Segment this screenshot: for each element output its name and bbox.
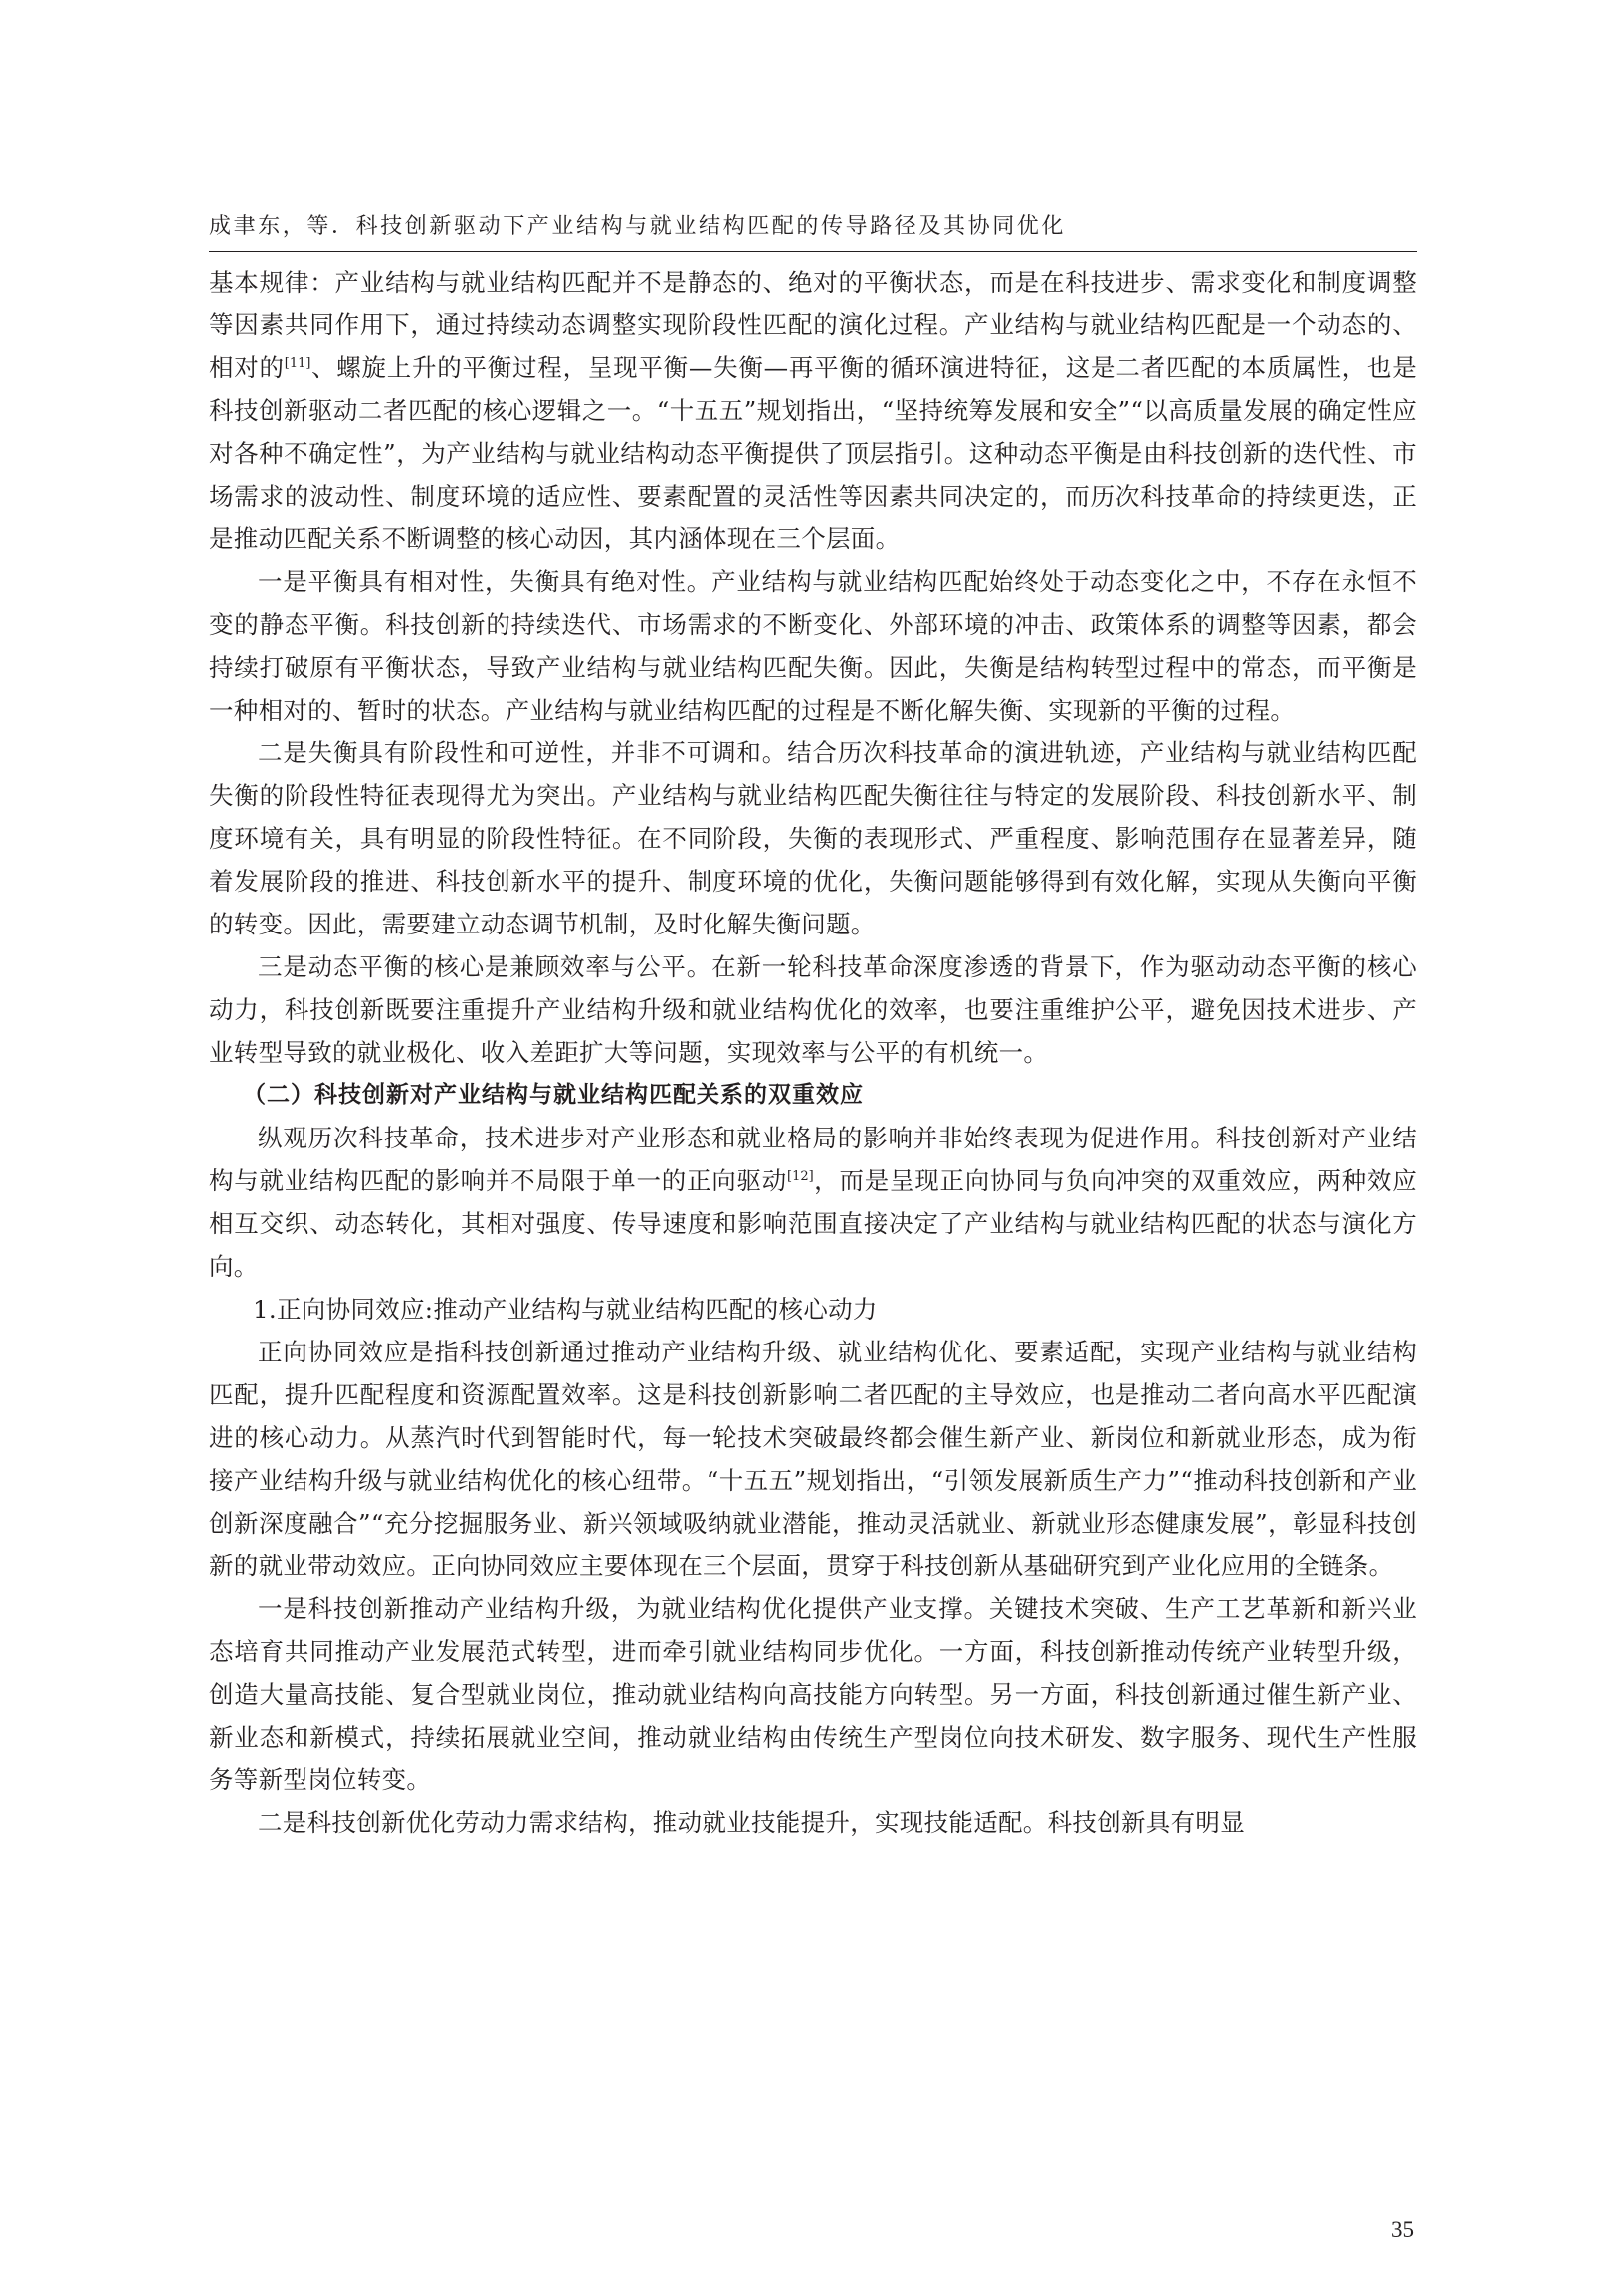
- paragraph-1-text-cont: 、螺旋上升的平衡过程，呈现平衡—失衡—再平衡的循环演进特征，这是二者匹配的本质属性，也是科技创新驱动二者匹配的核心逻辑之一。“十五五”规划指出，“坚持统筹发展和安全”“以高质量发展的确定性应对各种不确定性”，为产业结构与就业结构动态平衡提供了顶层指引。这种动态平衡是由科技创新的迭代性、市场需求的波动性、制度环境的适应性、要素配置的灵活性等因素共同决定的，而历次科技革命的持续更迭，正是推动匹配关系不断调整的核心动因，其内涵体现在三个层面。: [209, 353, 1417, 553]
- article-body: [209, 261, 1417, 1844]
- paragraph-2: 一是平衡具有相对性，失衡具有绝对性。产业结构与就业结构匹配始终处于动态变化之中，不存在永恒不变的静态平衡。科技创新的持续迭代、市场需求的不断变化、外部环境的冲击、政策体系的调整等因素，都会持续打破原有平衡状态，导致产业结构与就业结构匹配失衡。因此，失衡是结构转型过程中的常态，而平衡是一种相对的、暂时的状态。产业结构与就业结构匹配的过程是不断化解失衡、实现新的平衡的过程。: [209, 567, 1417, 725]
- paragraph-5-text-cont: ，而是呈现正向协同与负向冲突的双重效应，两种效应相互交织、动态转化，其相对强度、传导速度和影响范围直接决定了产业结构与就业结构匹配的状态与演化方向。: [209, 1166, 1417, 1281]
- paragraph-5-text: 纵观历次科技革命，技术进步对产业形态和就业格局的影响并非始终表现为促进作用。科技创新对产业结构与就业结构匹配的影响并不局限于单一的正向驱动: [209, 1124, 1417, 1195]
- header-rule: [209, 251, 1417, 252]
- paragraph-1: [209, 261, 1417, 560]
- subsection-heading-1: 1.正向协同效应:推动产业结构与就业结构匹配的核心动力: [253, 1295, 878, 1324]
- paragraph-6: 正向协同效应是指科技创新通过推动产业结构升级、就业结构优化、要素适配，实现产业结构与就业结构匹配，提升匹配程度和资源配置效率。这是科技创新影响二者匹配的主导效应，也是推动二者向高水平匹配演进的核心动力。从蒸汽时代到智能时代，每一轮技术突破最终都会催生新产业、新岗位和新就业形态，成为衔接产业结构升级与就业结构优化的核心纽带。“十五五”规划指出，“引领发展新质生产力”“推动科技创新和产业创新深度融合”“充分挖掘服务业、新兴领域吸纳就业潜能，推动灵活就业、新就业形态健康发展”，彰显科技创新的就业带动效应。正向协同效应主要体现在三个层面，贯穿于科技创新从基础研究到产业化应用的全链条。: [209, 1338, 1417, 1580]
- section-heading-2: （二）科技创新对产业结构与就业结构匹配关系的双重效应: [243, 1082, 864, 1108]
- paragraph-5: [209, 1117, 1417, 1288]
- citation-12: [12]: [787, 1169, 814, 1184]
- page-number: 35: [1391, 2217, 1414, 2242]
- paragraph-1-text: 基本规律：产业结构与就业结构匹配并不是静态的、绝对的平衡状态，而是在科技进步、需求变化和制度调整等因素共同作用下，通过持续动态调整实现阶段性匹配的演化过程。产业结构与就业结构匹配是一个动态的、相对的: [209, 268, 1417, 382]
- paragraph-7: 一是科技创新推动产业结构升级，为就业结构优化提供产业支撑。关键技术突破、生产工艺革新和新兴业态培育共同推动产业发展范式转型，进而牵引就业结构同步优化。一方面，科技创新推动传统产业转型升级，创造大量高技能、复合型就业岗位，推动就业结构向高技能方向转型。另一方面，科技创新通过催生新产业、新业态和新模式，持续拓展就业空间，推动就业结构由传统生产型岗位向技术研发、数字服务、现代生产性服务等新型岗位转变。: [209, 1594, 1417, 1794]
- running-header: 成聿东，等．科技创新驱动下产业结构与就业结构匹配的传导路径及其协同优化: [209, 214, 1067, 239]
- paragraph-8: 二是科技创新优化劳动力需求结构，推动就业技能提升，实现技能适配。科技创新具有明显: [258, 1808, 1245, 1837]
- citation-11: [11]: [284, 356, 311, 371]
- paragraph-3: 二是失衡具有阶段性和可逆性，并非不可调和。结合历次科技革命的演进轨迹，产业结构与就业结构匹配失衡的阶段性特征表现得尤为突出。产业结构与就业结构匹配失衡往往与特定的发展阶段、科技创新水平、制度环境有关，具有明显的阶段性特征。在不同阶段，失衡的表现形式、严重程度、影响范围存在显著差异，随着发展阶段的推进、科技创新水平的提升、制度环境的优化，失衡问题能够得到有效化解，实现从失衡向平衡的转变。因此，需要建立动态调节机制，及时化解失衡问题。: [209, 738, 1417, 938]
- paragraph-4: 三是动态平衡的核心是兼顾效率与公平。在新一轮科技革命深度渗透的背景下，作为驱动动态平衡的核心动力，科技创新既要注重提升产业结构升级和就业结构优化的效率，也要注重维护公平，避免因技术进步、产业转型导致的就业极化、收入差距扩大等问题，实现效率与公平的有机统一。: [209, 952, 1417, 1067]
